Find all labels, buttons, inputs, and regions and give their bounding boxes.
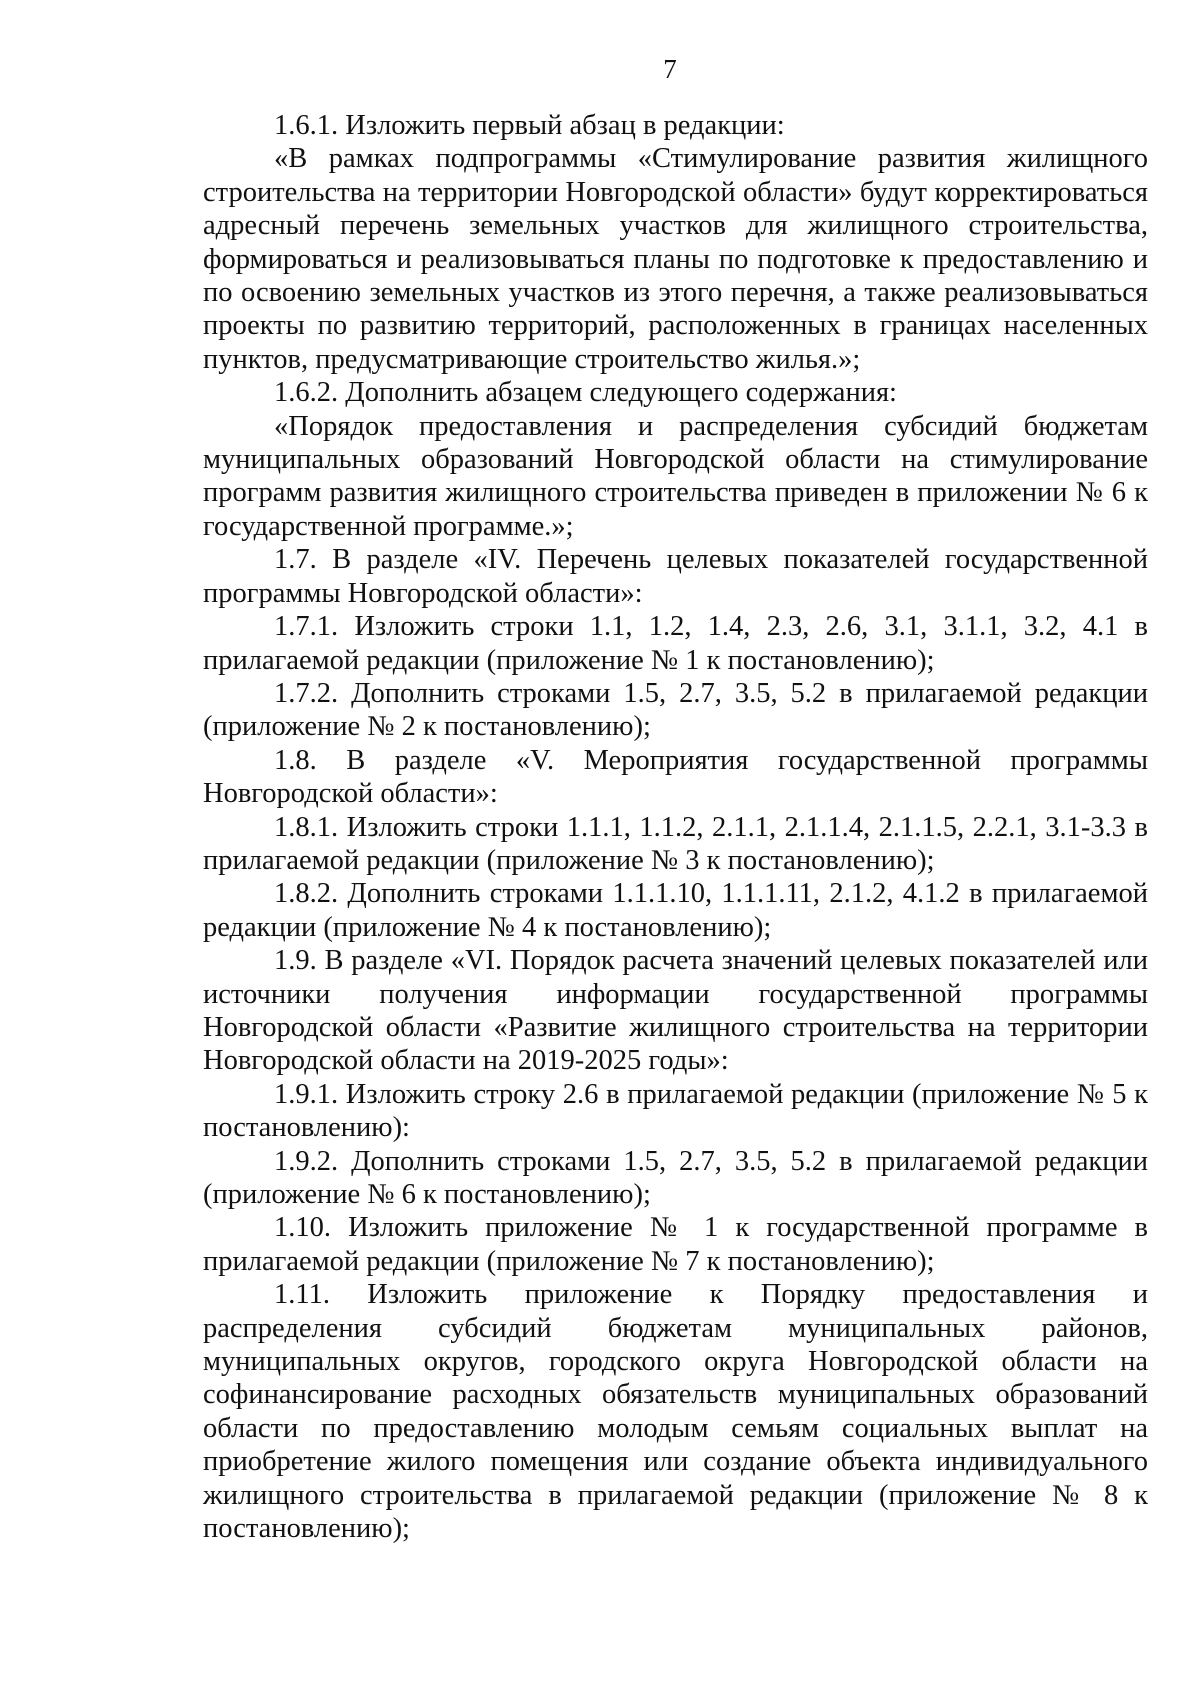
paragraph-1-9-2: 1.9.2. Дополнить строками 1.5, 2.7, 3.5, 5.2 в прилагаемой редакции (приложение № 6 к постановлению); (203, 1145, 1148, 1210)
paragraph-1-11: 1.11. Изложить приложение к Порядку предоставления и распределения субсидий бюджетам муниципальных районов, муниципальных округов, городского округа Новгородской области на софинансирование расходных обязательств муниципальных образований области по предоставлению молодым семьям социальных выплат на приобретение жилого помещения или создание объекта индивидуального жилищного строительства в прилагаемой редакции (приложение № 8 к постановлению); (203, 1279, 1148, 1545)
paragraph-1-9: 1.9. В разделе «VI. Порядок расчета значений целевых показателей или источники получения информации государственной программы Новгородской области «Развитие жилищного строительства на территории Новгородской области на 2019-2025 годы»: (203, 945, 1148, 1077)
paragraph-1-7-1: 1.7.1. Изложить строки 1.1, 1.2, 1.4, 2.3, 2.6, 3.1, 3.1.1, 3.2, 4.1 в прилагаемой редакции (приложение № 1 к постановлению); (203, 611, 1148, 676)
paragraph-1-6-2-text: «Порядок предоставления и распределения субсидий бюджетам муниципальных образований Новгородской области на стимулирование программ развития жилищного строительства приведен в приложении № 6 к государственной программе.»; (203, 410, 1148, 542)
paragraph-1-8-2: 1.8.2. Дополнить строками 1.1.1.10, 1.1.1.11, 2.1.2, 4.1.2 в прилагаемой редакции (приложение № 4 к постановлению); (203, 878, 1148, 943)
paragraph-1-10: 1.10. Изложить приложение № 1 к государственной программе в прилагаемой редакции (приложение № 7 к постановлению); (203, 1212, 1148, 1277)
paragraph-1-9-1: 1.9.1. Изложить строку 2.6 в прилагаемой редакции (приложение № 5 к постановлению): (203, 1078, 1148, 1144)
paragraph-1-8-1: 1.8.1. Изложить строки 1.1.1, 1.1.2, 2.1.1, 2.1.1.4, 2.1.1.5, 2.2.1, 3.1-3.3 в прилагаемой редакции (приложение № 3 к постановлению); (203, 811, 1148, 876)
paragraph-1-7-2: 1.7.2. Дополнить строками 1.5, 2.7, 3.5, 5.2 в прилагаемой редакции (приложение № 2 к постановлению); (203, 677, 1148, 743)
document-body (203, 109, 1148, 1545)
paragraph-1-6-1: 1.6.1. Изложить первый абзац в редакции: (274, 110, 785, 141)
paragraph-1-6-1-text: «В рамках подпрограммы «Стимулирование развития жилищного строительства на территории Новгородской области» будут корректироваться адресный перечень земельных участков для жилищного строительства, формироваться и реализовываться планы по подготовке к предоставлению и по освоению земельных участков из этого перечня, а также реализовываться проекты по развитию территорий, расположенных в границах населенных пунктов, предусматривающие строительство жилья.»; (203, 143, 1148, 375)
page-number: 7 (663, 54, 677, 84)
paragraph-1-8: 1.8. В разделе «V. Мероприятия государственной программы Новгородской области»: (203, 744, 1148, 810)
paragraph-1-6-2: 1.6.2. Дополнить абзацем следующего содержания: (274, 377, 897, 409)
paragraph-1-7: 1.7. В разделе «IV. Перечень целевых показателей государственной программы Новгородской области»: (203, 544, 1148, 609)
